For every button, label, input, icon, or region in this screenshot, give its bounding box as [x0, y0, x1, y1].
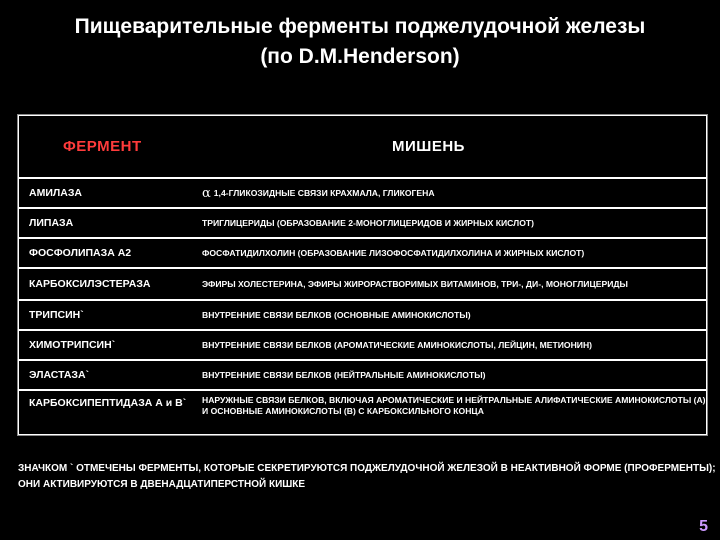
table-row: [19, 239, 706, 267]
target-cell: [195, 179, 706, 207]
header-enzyme: ФЕРМЕНТ: [63, 138, 142, 155]
table-row: [19, 179, 706, 207]
table-row: [19, 391, 706, 434]
title-line-1: Пищеварительные ферменты поджелудочной железы: [74, 15, 646, 38]
target-cell: ФОСФАТИДИЛХОЛИН (ОБРАЗОВАНИЕ ЛИЗОФОСФАТИДИЛХОЛИНА И ЖИРНЫХ КИСЛОТ): [195, 239, 706, 267]
footnote: ЗНАЧКОМ ` ОТМЕЧЕНЫ ФЕРМЕНТЫ, КОТОРЫЕ СЕКРЕТИРУЮТСЯ ПОДЖЕЛУДОЧНОЙ ЖЕЛЕЗОЙ В НЕАКТИВНОЙ ФОРМЕ (ПРОФЕРМЕНТЫ); ОНИ АКТИВИРУЮТСЯ В ДВЕНАДЦАТИПЕРСТНОЙ КИШКЕ: [18, 463, 716, 490]
header-target: МИШЕНЬ: [392, 138, 465, 155]
target-cell: ТРИГЛИЦЕРИДЫ (ОБРАЗОВАНИЕ 2-МОНОГЛИЦЕРИДОВ И ЖИРНЫХ КИСЛОТ): [195, 209, 706, 237]
table-header: [19, 116, 706, 177]
title-line-2: (по D.M.Henderson): [260, 45, 460, 68]
target-cell: ВНУТРЕННИЕ СВЯЗИ БЕЛКОВ (АРОМАТИЧЕСКИЕ АМИНОКИСЛОТЫ, ЛЕЙЦИН, МЕТИОНИН): [195, 331, 706, 359]
table-row: [19, 331, 706, 359]
enzyme-table: [17, 114, 708, 436]
target-cell: НАРУЖНЫЕ СВЯЗИ БЕЛКОВ, ВКЛЮЧАЯ АРОМАТИЧЕСКИЕ И НЕЙТРАЛЬНЫЕ АЛИФАТИЧЕСКИЕ АМИНОКИСЛОТЫ (А) И ОСНОВНЫЕ АМИНОКИСЛОТЫ (В) С КАРБОКСИЛЬНОГО КОНЦА: [195, 391, 706, 434]
table-row: [19, 269, 706, 299]
target-cell: ВНУТРЕННИЕ СВЯЗИ БЕЛКОВ (НЕЙТРАЛЬНЫЕ АМИНОКИСЛОТЫ): [195, 361, 706, 389]
enzyme-cell: ЛИПАЗА: [19, 209, 192, 237]
enzyme-cell: ТРИПСИН`: [19, 301, 192, 329]
enzyme-cell: ХИМОТРИПСИН`: [19, 331, 192, 359]
table-row: [19, 209, 706, 237]
target-cell: ВНУТРЕННИЕ СВЯЗИ БЕЛКОВ (ОСНОВНЫЕ АМИНОКИСЛОТЫ): [195, 301, 706, 329]
table-row: [19, 361, 706, 389]
enzyme-cell: КАРБОКСИЛЭСТЕРАЗА: [19, 269, 192, 299]
enzyme-cell: КАРБОКСИПЕПТИДАЗА А и В`: [19, 391, 194, 434]
target-cell: ЭФИРЫ ХОЛЕСТЕРИНА, ЭФИРЫ ЖИРОРАСТВОРИМЫХ ВИТАМИНОВ, ТРИ-, ДИ-, МОНОГЛИЦЕРИДЫ: [195, 269, 706, 299]
alpha-symbol: α: [202, 185, 211, 201]
slide-title: [0, 12, 720, 72]
page-number: 5: [699, 518, 708, 535]
enzyme-cell: АМИЛАЗА: [19, 179, 192, 207]
enzyme-cell: ЭЛАСТАЗА`: [19, 361, 192, 389]
table-row: [19, 301, 706, 329]
enzyme-cell: ФОСФОЛИПАЗА А2: [19, 239, 192, 267]
target-text: 1,4-ГЛИКОЗИДНЫЕ СВЯЗИ КРАХМАЛА, ГЛИКОГЕНА: [213, 188, 435, 198]
